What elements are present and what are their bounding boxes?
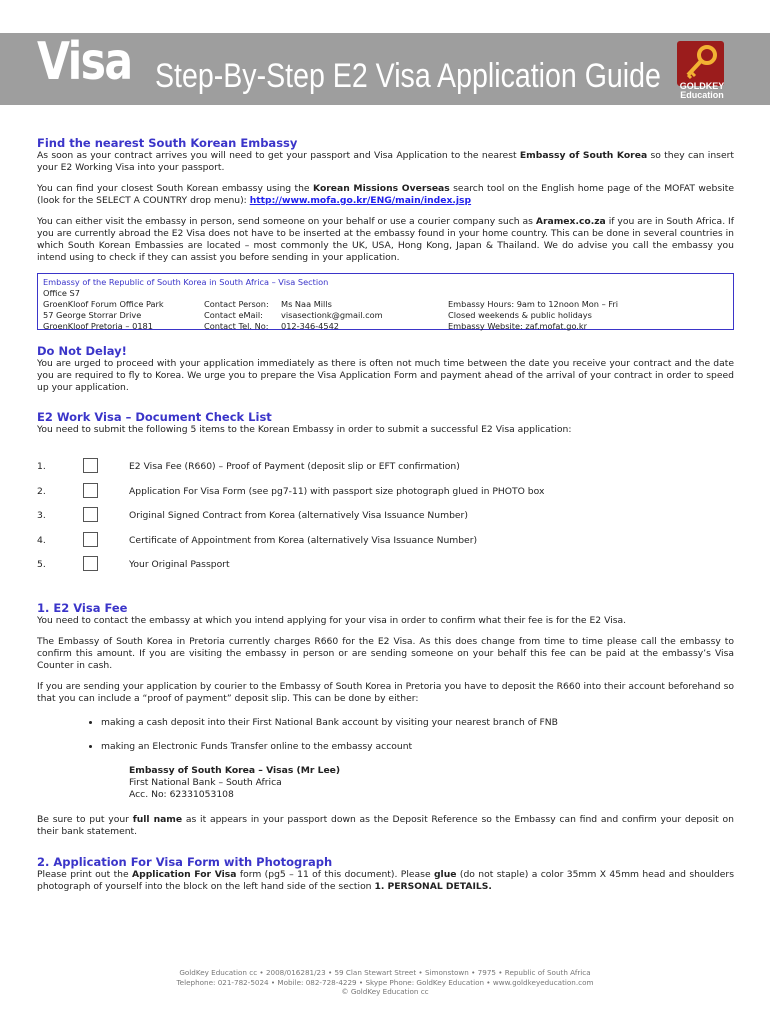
fee-para-1: You need to contact the embassy at which you intend applying for your visa in order to confirm what their fee is for the E2 Visa. (37, 614, 627, 626)
header-big-title: Visa (37, 32, 132, 92)
page-footer (0, 968, 770, 997)
checklist-intro: You need to submit the following 5 items to the Korean Embassy in order to submit a successful E2 Visa application: (37, 424, 572, 435)
checklist-item: 5. Your Original Passport (37, 559, 734, 584)
checkbox[interactable] (83, 556, 98, 571)
delay-heading: Do Not Delay! (37, 344, 127, 358)
header-subtitle: Step-By-Step E2 Visa Application Guide (155, 57, 661, 95)
goldkey-logo (677, 41, 724, 86)
logo-line1: GOLDKEY (679, 81, 725, 91)
embassy-box-title: Embassy of the Republic of South Korea in South Africa – Visa Section (43, 277, 329, 287)
embassy-address: Office S7 GroenKloof Forum Office Park 57 George Storrar Drive GroenKloof Pretoria – 0181 (43, 288, 164, 331)
fee-para-4: Be sure to put your full name as it appears in your passport down as the Deposit Reference so the Embassy can find and confirm your deposit on their bank statement. (37, 813, 734, 837)
embassy-para-2: You can find your closest South Korean embassy using the Korean Missions Overseas search tool on the English home page of the MOFAT website (look for the SELECT A COUNTRY drop menu): http://www.mofa.go.kr/ENG/main/index.jsp (37, 183, 734, 206)
logo-line2: Education (680, 90, 724, 100)
embassy-para-1: As soon as your contract arrives you will need to get your passport and Visa Application to the nearest Embassy of South Korea so they can insert your E2 Working Visa into your passport. (37, 150, 734, 173)
checkbox[interactable] (83, 507, 98, 522)
embassy-contact-values: Ms Naa Mills visasectionk@gmail.com 012-346-4542 (281, 299, 383, 331)
checkbox[interactable] (83, 532, 98, 547)
mofa-link[interactable]: http://www.mofa.go.kr/ENG/main/index.jsp (249, 195, 472, 206)
bank-details: Embassy of South Korea – Visas (Mr Lee) First National Bank – South Africa Acc. No: 62331053108 (129, 764, 341, 800)
fee-para-3: If you are sending your application by courier to the Embassy of South Korea in Pretoria you have to deposit the R660 into their account beforehand so that you can include a “proof of payment” deposit slip. This can be done by either: (37, 680, 734, 704)
footer-line-1: GoldKey Education cc • 2008/016281/23 • 59 Clan Stewart Street • Simonstown • 7975 • Republic of South Africa (179, 968, 591, 977)
checkbox[interactable] (83, 458, 98, 473)
checklist-item: 1. E2 Visa Fee (R660) – Proof of Payment (deposit slip or EFT confirmation) (37, 461, 734, 486)
form-heading: 2. Application For Visa Form with Photograph (37, 854, 333, 869)
list-item: • making an Electronic Funds Transfer online to the embassy account (101, 741, 734, 753)
delay-para: You are urged to proceed with your application immediately as there is often not much time between the date you receive your contract and the date you are required to fly to Korea. We urge you to prepare the Visa Application Form and payment ahead of the arrival of your contract in order to speed up your application. (37, 358, 734, 393)
embassy-info-box (37, 273, 734, 330)
list-item: • making a cash deposit into their First National Bank account by visiting your nearest branch of FNB (101, 717, 734, 729)
embassy-hours: Embassy Hours: 9am to 12noon Mon – Fri Closed weekends & public holidays Embassy Website: zaf.mofat.go.kr (448, 299, 619, 331)
page-header (0, 33, 770, 105)
fee-para-2: The Embassy of South Korea in Pretoria currently charges R660 for the E2 Visa. As this does change from time to time please call the embassy to confirm this amount. If you are visiting the embassy in person or are sending someone on your behalf this fee can be paid at the embassy’s Visa Counter in cash. (37, 635, 734, 671)
footer-line-3: © GoldKey Education cc (341, 987, 429, 996)
embassy-contact-labels: Contact Person: Contact eMail: Contact Tel. No: (204, 299, 269, 331)
embassy-para-3: You can either visit the embassy in person, send someone on your behalf or use a courier company such as Aramex.co.za if you are in South Africa. If you are currently abroad the E2 Visa does not have to be inserted at the embassy found in your home country. This can be done in several countries in which South Korean Embassies are located – most commonly the UK, USA, Hong Kong, Japan & Thailand. We do advise you call the embassy you intend using to check if they can assist you before sending in your application. (37, 216, 734, 263)
embassy-heading: Find the nearest South Korean Embassy (37, 136, 298, 150)
key-icon (677, 41, 724, 86)
fee-heading: 1. E2 Visa Fee (37, 600, 128, 615)
footer-line-2: Telephone: 021-782-5024 • Mobile: 082-728-4229 • Skype Phone: GoldKey Education • www.goldkeyeducation.com (176, 977, 594, 987)
checklist-item: 2. Application For Visa Form (see pg7-11) with passport size photograph glued in PHOTO box (37, 486, 734, 511)
form-para: Please print out the Application For Visa form (pg5 – 11 of this document). Please glue (do not staple) a color 35mm X 45mm head and shoulders photograph of yourself into the block on the left hand side of the section 1. PERSONAL DETAILS. (37, 868, 734, 892)
logo-text (677, 82, 727, 100)
checklist-item: 3. Original Signed Contract from Korea (alternatively Visa Issuance Number) (37, 510, 734, 535)
page-content (37, 136, 734, 893)
checklist-heading: E2 Work Visa – Document Check List (37, 410, 272, 424)
payment-options (37, 717, 734, 753)
checkbox[interactable] (83, 483, 98, 498)
checklist (37, 461, 734, 584)
checklist-item: 4. Certificate of Appointment from Korea (alternatively Visa Issuance Number) (37, 535, 734, 560)
